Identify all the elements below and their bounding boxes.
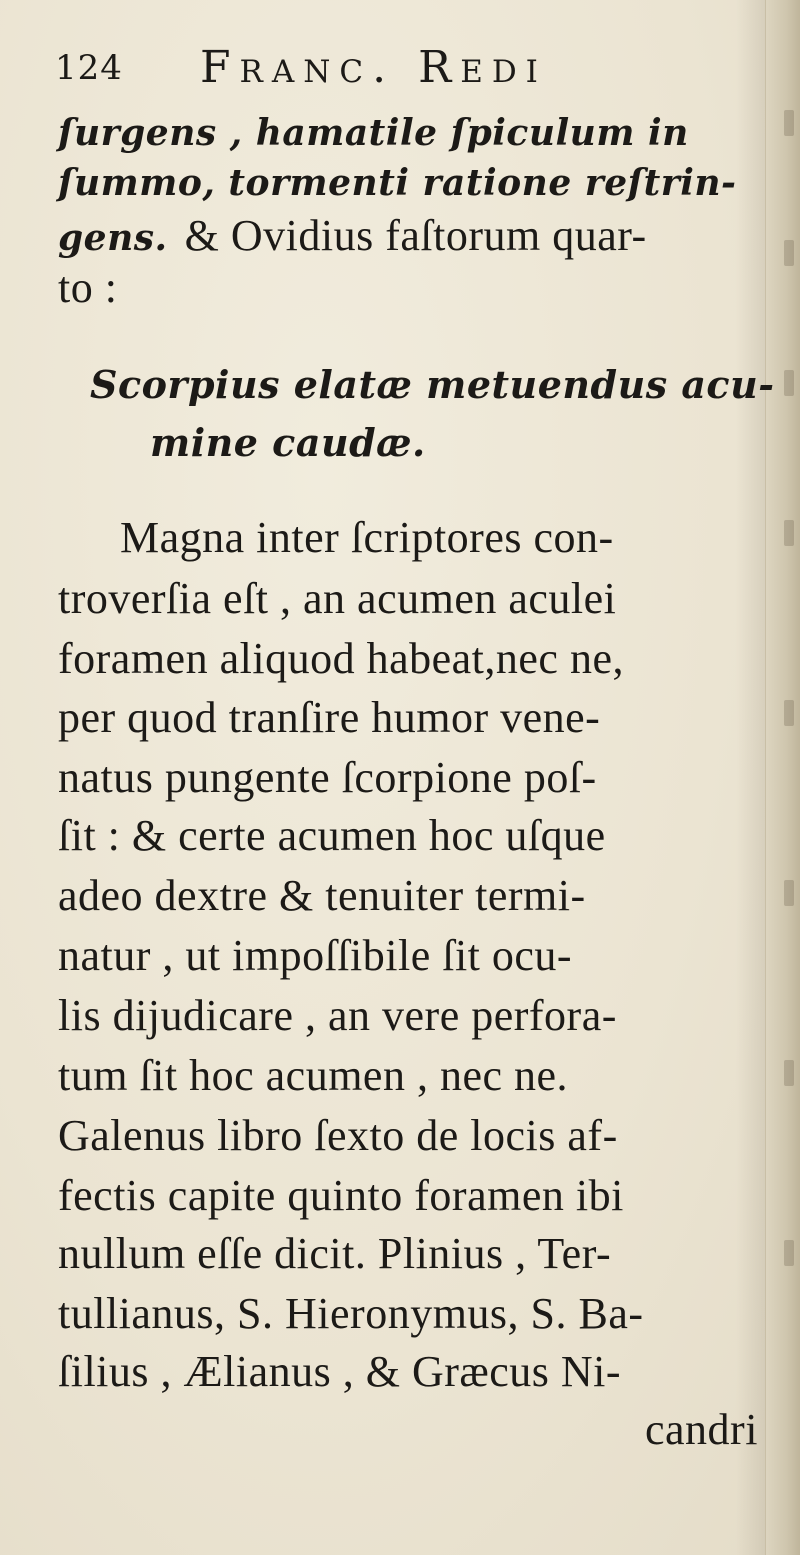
body-line-11: Galenus libro ſexto de locis af- (58, 1111, 618, 1160)
body-line-5: natus pungente ſcorpione poſ- (58, 753, 597, 802)
body-line-14: tullianus, S. Hieronymus, S. Ba- (58, 1289, 644, 1338)
intro-line-3-italic: gens. (58, 217, 168, 259)
body-line-13: nullum eſſe dicit. Plinius , Ter- (58, 1229, 612, 1278)
body-line-1: Magna inter ſcriptores con- (120, 513, 614, 562)
running-head: Franc. Redi (200, 42, 547, 93)
intro-line-2: ſummo, tormenti ratione reſtrin- (58, 162, 737, 204)
body-line-15: ſilius , Ælianus , & Græcus Ni- (58, 1347, 622, 1396)
catchword: candri (645, 1405, 758, 1454)
body-line-10: tum ſit hoc acumen , nec ne. (58, 1051, 569, 1100)
body-line-12: fectis capite quinto foramen ibi (58, 1171, 624, 1220)
intro-line-1: ſurgens , hamatile ſpiculum in (58, 112, 689, 154)
body-line-4: per quod tranſire humor vene- (58, 693, 601, 742)
intro-line-3-roman: & Ovidius faſtorum quar- (184, 211, 647, 260)
body-line-8: natur , ut impoſſibile ſit ocu- (58, 931, 573, 980)
intro-line-4: to : (58, 263, 118, 312)
intro-line-3 (58, 210, 758, 261)
verse-line-1: Scorpius elatæ metuendus acu- (90, 362, 775, 407)
facing-page-edge (765, 0, 800, 1555)
body-line-3: foramen aliquod habeat,nec ne, (58, 634, 624, 683)
page-header (55, 40, 755, 95)
page-number: 124 (55, 48, 123, 88)
body-line-7: adeo dextre & tenuiter termi- (58, 871, 586, 920)
body-line-2: troverſia eſt , an acumen aculei (58, 574, 617, 623)
body-line-9: lis dijudicare , an vere perfora- (58, 991, 617, 1040)
body-line-6: ſit : & certe acumen hoc uſque (58, 811, 606, 860)
verse-line-2: mine caudæ. (150, 420, 426, 465)
